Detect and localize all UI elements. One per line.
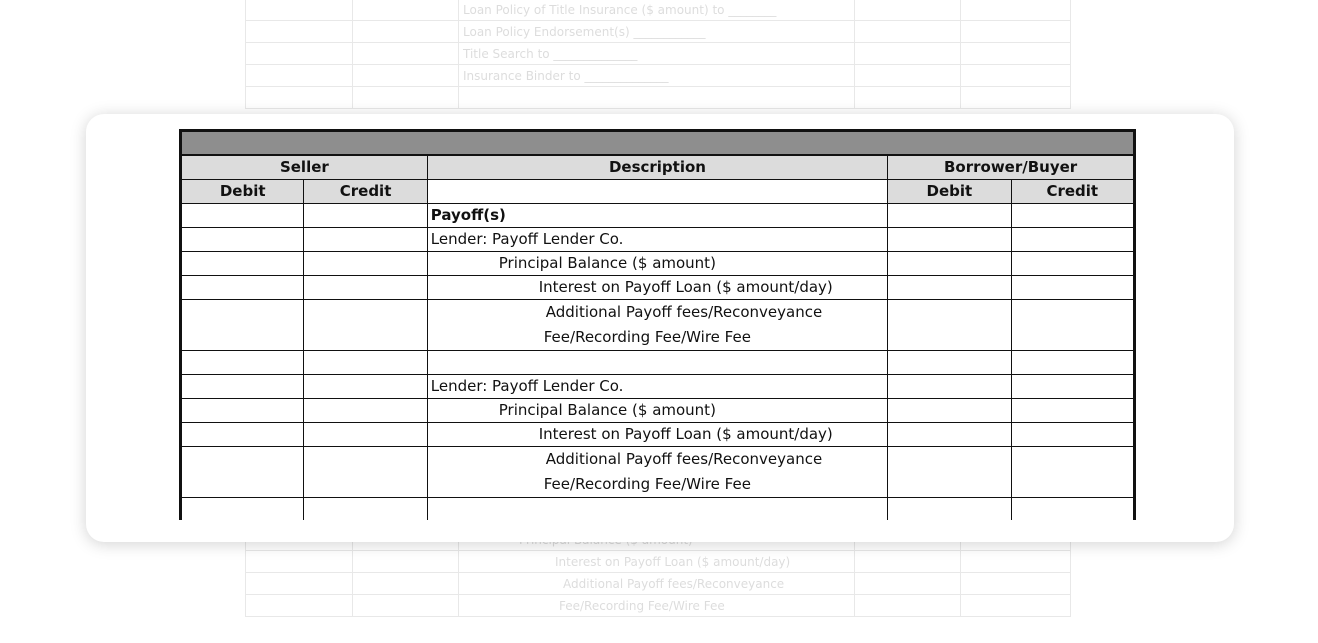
row-description: Lender: Payoff Lender Co. — [427, 228, 887, 252]
table-row — [181, 204, 1135, 228]
background-table-top — [245, 0, 1071, 109]
bg-row-text: Insurance Binder to ______________ — [459, 65, 855, 87]
row-description-line: Fee/Recording Fee/Wire Fee — [543, 328, 751, 346]
table-row — [181, 300, 1135, 351]
row-description: Interest on Payoff Loan ($ amount/day) — [427, 276, 887, 300]
bg-row-text: Title Search to ______________ — [459, 43, 855, 65]
table-row — [181, 498, 1135, 521]
borrower-buyer-header: Borrower/Buyer — [888, 155, 1135, 180]
table-row — [181, 252, 1135, 276]
row-description: Interest on Payoff Loan ($ amount/day) — [427, 423, 887, 447]
bg-row-text: Loan Policy of Title Insurance ($ amount) to ________ — [459, 0, 855, 21]
row-description-line: Fee/Recording Fee/Wire Fee — [543, 475, 751, 493]
description-header: Description — [427, 155, 887, 180]
description-subheader — [427, 180, 887, 204]
table-row — [181, 228, 1135, 252]
row-description: Principal Balance ($ amount) — [427, 399, 887, 423]
table-row — [181, 447, 1135, 498]
seller-credit-header: Credit — [304, 180, 427, 204]
row-description: Payoff(s) — [427, 204, 887, 228]
bg-row-text: Fee/Recording Fee/Wire Fee — [459, 595, 855, 617]
row-description — [427, 300, 887, 351]
sub-header-row — [181, 180, 1135, 204]
group-header-row — [181, 155, 1135, 180]
buyer-debit-header: Debit — [888, 180, 1011, 204]
table-row — [181, 423, 1135, 447]
table-row — [181, 375, 1135, 399]
buyer-credit-header: Credit — [1011, 180, 1134, 204]
table-row — [181, 276, 1135, 300]
table-banner — [181, 131, 1135, 156]
row-description — [427, 351, 887, 375]
seller-header: Seller — [181, 155, 428, 180]
payoff-table — [179, 129, 1136, 520]
row-description: Principal Balance ($ amount) — [427, 252, 887, 276]
table-row — [181, 399, 1135, 423]
row-description — [427, 447, 887, 498]
bg-row-text: Loan Policy Endorsement(s) ____________ — [459, 21, 855, 43]
bg-row-text: Additional Payoff fees/Reconveyance — [459, 573, 855, 595]
bg-row-text: Interest on Payoff Loan ($ amount/day) — [459, 551, 855, 573]
row-description-line: Additional Payoff fees/Reconveyance — [545, 303, 823, 321]
seller-debit-header: Debit — [181, 180, 304, 204]
row-description: Lender: Payoff Lender Co. — [427, 375, 887, 399]
table-row — [181, 351, 1135, 375]
row-description-line: Additional Payoff fees/Reconveyance — [545, 450, 823, 468]
document-card — [86, 114, 1234, 542]
